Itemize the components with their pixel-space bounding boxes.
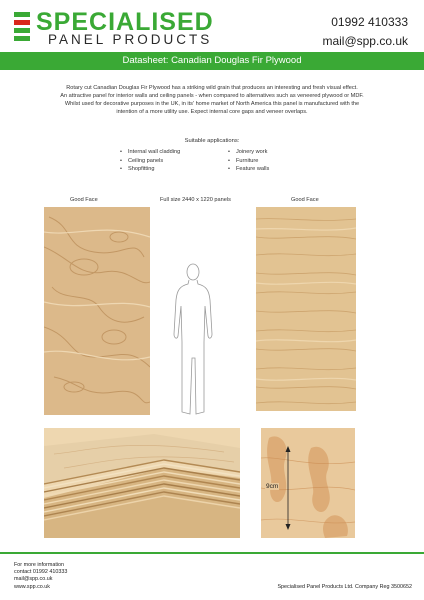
good-face-panel-left (44, 207, 150, 415)
applications-left-list (120, 148, 180, 174)
human-scale-figure (168, 262, 218, 418)
header-email[interactable]: mail@spp.co.uk (322, 34, 408, 48)
center-caption: Full size 2440 x 1220 panels (160, 197, 231, 203)
logo-subtitle: PANEL PRODUCTS (48, 32, 213, 47)
measure-label: 9cm (266, 483, 279, 490)
header-phone: 01992 410333 (331, 15, 408, 29)
applications-title: Suitable applications: (184, 138, 240, 144)
list-item: • Feature walls (228, 165, 269, 174)
right-panel-caption: Good Face (291, 197, 319, 203)
list-item: • Ceiling panels (120, 157, 180, 166)
good-face-panel-right (256, 207, 356, 411)
list-item: • Joinery work (228, 148, 269, 157)
list-item: • Furniture (228, 157, 269, 166)
footer-divider (0, 552, 424, 554)
footer-website[interactable]: www.spp.co.uk (14, 583, 50, 590)
footer-info-title: For more information (14, 562, 65, 568)
intro-line: intention of a more utility use. Expect internal core gaps and veneer overlaps. (116, 109, 308, 115)
intro-line: Whilst used for decorative purposes in the UK, in its' home market of North America this panel is manufactured with the (64, 101, 360, 107)
footer-phone: contact 01992 410333 (14, 569, 68, 576)
logo-title: SPECIALISED (36, 8, 214, 36)
intro-line: Rotary cut Canadian Douglas Fir Plywood has a striking wild grain that produces an interesting and fresh visual effect. (66, 85, 358, 91)
footer-email[interactable]: mail@spp.co.uk (14, 576, 53, 583)
intro-line: An attractive panel for interior walls and ceiling panels - when compared to alternatives such as veneered plywood or MDF. (60, 93, 364, 99)
logo-mark (14, 12, 30, 46)
list-item: • Internal wall cladding (120, 148, 180, 157)
footer-contact (14, 562, 67, 591)
left-panel-caption: Good Face (70, 197, 98, 203)
footer-company: Specialised Panel Products Ltd. Company Reg 3500652 (277, 584, 412, 590)
applications-right-list (228, 148, 269, 174)
plywood-stack-photo (44, 428, 240, 538)
intro-paragraph (22, 84, 402, 116)
list-item: • Shopfitting (120, 165, 180, 174)
datasheet-banner: Datasheet: Canadian Douglas Fir Plywood (0, 52, 424, 70)
